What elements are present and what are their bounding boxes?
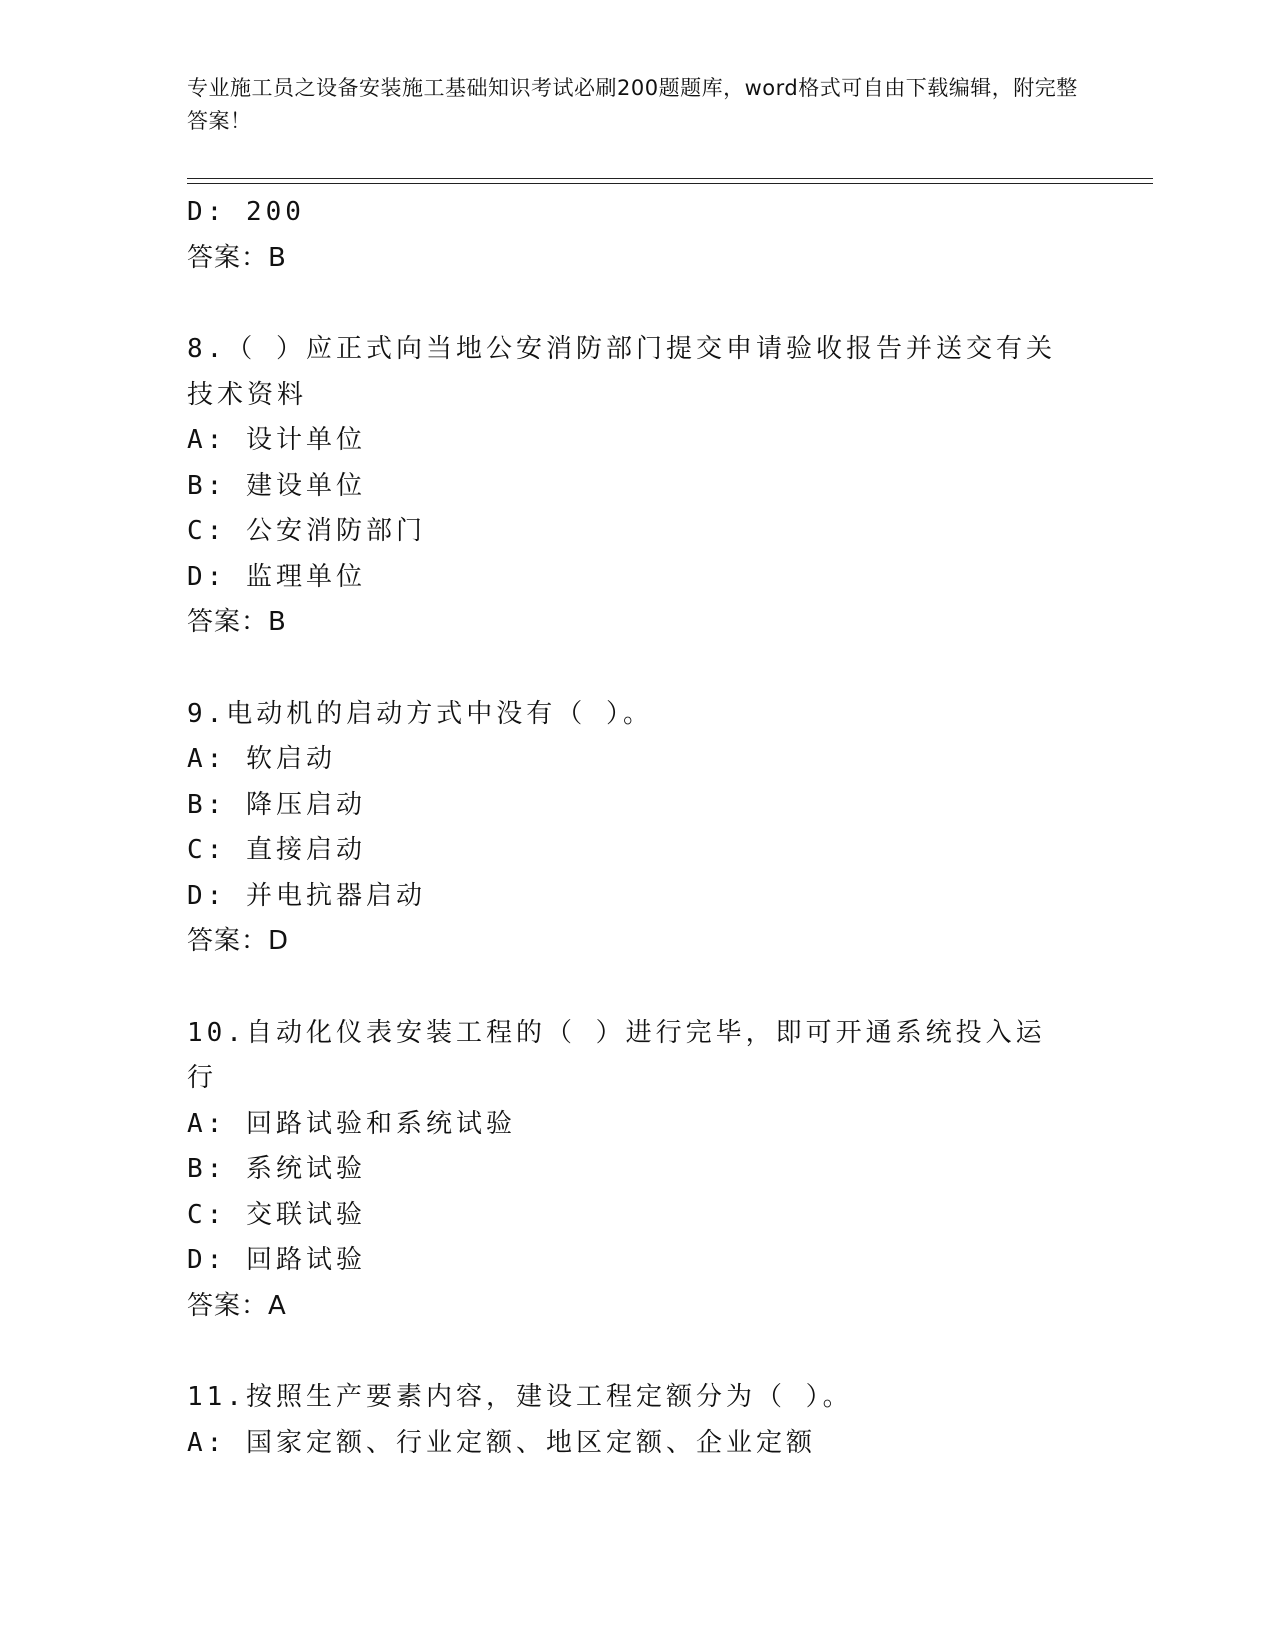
answer-line: 答案：B bbox=[187, 607, 287, 637]
option-d: D: 并电抗器启动 bbox=[187, 880, 426, 911]
question-9 bbox=[187, 692, 1087, 965]
question-stem: 9.电动机的启动方式中没有（ ）。 bbox=[187, 698, 653, 729]
header-divider-top bbox=[187, 178, 1153, 179]
option-a: A: 回路试验和系统试验 bbox=[187, 1108, 516, 1139]
option-d: D: 回路试验 bbox=[187, 1245, 366, 1275]
question-11 bbox=[187, 1375, 1087, 1466]
option-d: D: 200 bbox=[187, 197, 305, 227]
option-b: B: 建设单位 bbox=[187, 470, 366, 501]
option-a: A: 设计单位 bbox=[187, 425, 366, 455]
question-stem: 11.按照生产要素内容，建设工程定额分为（ ）。 bbox=[187, 1382, 853, 1412]
spacer bbox=[187, 1329, 1087, 1375]
question-stem: 8.（ ）应正式向当地公安消防部门提交申请验收报告并送交有关技术资料 bbox=[187, 334, 1056, 410]
question-stem: 10.自动化仪表安装工程的（ ）进行完毕，即可开通系统投入运行 bbox=[187, 1017, 1046, 1093]
option-c: C: 公安消防部门 bbox=[187, 516, 426, 546]
answer-line: 答案：A bbox=[187, 1290, 287, 1321]
spacer bbox=[187, 281, 1087, 327]
spacer bbox=[187, 965, 1087, 1011]
spacer bbox=[187, 646, 1087, 692]
page-header bbox=[187, 72, 1087, 138]
question-8 bbox=[187, 327, 1087, 646]
option-b: B: 系统试验 bbox=[187, 1154, 366, 1184]
option-d: D: 监理单位 bbox=[187, 561, 366, 592]
option-c: C: 交联试验 bbox=[187, 1199, 366, 1230]
question-list bbox=[187, 190, 1087, 1466]
header-divider-bottom bbox=[187, 183, 1153, 184]
document-title: 专业施工员之设备安装施工基础知识考试必刷200题题库，word格式可自由下载编辑，附完整答案！ bbox=[187, 76, 1078, 133]
option-b: B: 降压启动 bbox=[187, 789, 366, 820]
option-a: A: 国家定额、行业定额、地区定额、企业定额 bbox=[187, 1427, 816, 1458]
answer-line: 答案：D bbox=[187, 926, 290, 956]
question-10 bbox=[187, 1011, 1087, 1330]
answer-line: 答案：B bbox=[187, 242, 287, 273]
option-a: A: 软启动 bbox=[187, 744, 336, 774]
option-c: C: 直接启动 bbox=[187, 835, 366, 865]
